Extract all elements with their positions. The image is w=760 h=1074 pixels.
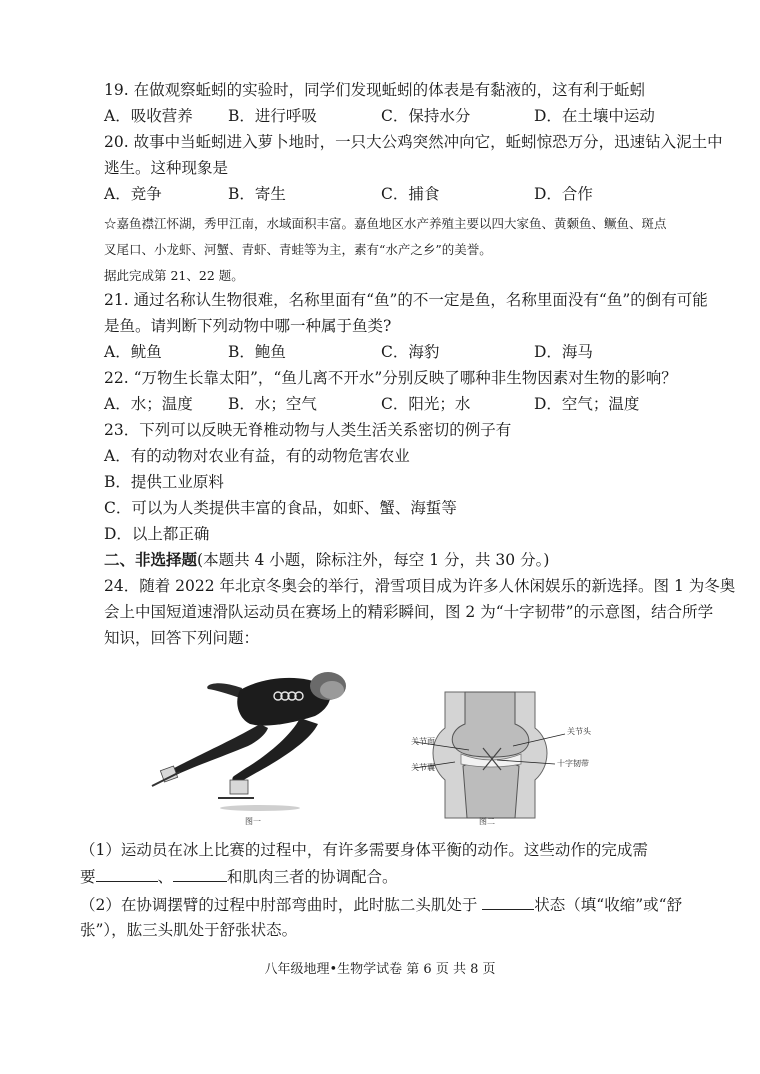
question-23-option-a: A．有的动物对农业有益，有的动物危害农业 [104,447,410,465]
question-23-option-b: B．提供工业原料 [104,473,224,491]
question-19-option-b: B．进行呼吸 [228,107,317,125]
question-22-option-a: A．水；温度 [104,395,193,413]
question-22-option-c: C．阳光；水 [381,395,471,413]
question-24-sub1-pre: 要 [80,868,96,886]
answer-blank-2[interactable] [173,866,227,882]
figure-2-knee-joint-diagram [405,688,610,828]
question-20-stem-line2: 逃生。这种现象是 [104,159,229,177]
question-19-option-a: A．吸收营养 [104,107,193,125]
figure-1-caption: 图一 [245,817,261,826]
question-20-option-a: A．竞争 [104,185,162,203]
question-24-sub2-pre: （2）在协调摆臂的过程中肘部弯曲时，此时肱二头肌处于 [80,896,483,914]
question-21-option-d: D．海马 [534,343,593,361]
question-24-sub1-line2 [80,866,398,887]
question-19-stem: 19. 在做观察蚯蚓的实验时，同学们发现蚯蚓的体表是有黏液的，这有利于蚯蚓 [104,81,646,99]
answer-blank-1[interactable] [96,866,158,882]
question-24-sub1-sep: 、 [157,868,174,886]
question-22-option-b: B．水；空气 [228,395,317,413]
label-joint-head: 关节头 [567,727,591,736]
material-line3: 据此完成第 21、22 题。 [104,268,244,283]
question-20-stem-line1: 20. 故事中当蚯蚓进入萝卜地时，一只大公鸡突然冲向它，蚯蚓惊恐万分，迅速钻入泥土中 [104,133,723,151]
question-23-stem: 23．下列可以反映无脊椎动物与人类生活关系密切的例子有 [104,421,512,439]
material-line1: ☆嘉鱼襟江怀湖，秀甲江南，水域面积丰富。嘉鱼地区水产养殖主要以四大家鱼、黄颡鱼、鳜鱼、斑点 [104,216,667,231]
question-24-sub2-line2: 张”），肱三头肌处于舒张状态。 [80,921,298,939]
question-21-stem-line2: 是鱼。请判断下列动物中哪一种属于鱼类? [104,317,392,335]
question-24-sub1-line1: （1）运动员在冰上比赛的过程中，有许多需要身体平衡的动作。这些动作的完成需 [80,841,648,859]
section-2-note: (本题共 4 小题，除标注外，每空 1 分，共 30 分。) [197,551,550,569]
question-21-stem-line1: 21. 通过名称认生物很难，名称里面有“鱼”的不一定是鱼，名称里面没有“鱼”的倒有可能 [104,291,708,309]
question-24-stem-line2: 会上中国短道速滑队运动员在赛场上的精彩瞬间，图 2 为“十字韧带”的示意图，结合所学 [104,603,714,621]
question-19-option-c: C．保持水分 [381,107,471,125]
section-2-heading [104,550,549,570]
label-cruciate-ligament: 十字韧带 [557,759,589,768]
question-20-option-b: B．寄生 [228,185,286,203]
label-joint-capsule: 关节囊 [411,763,435,772]
answer-blank-3[interactable] [482,894,534,910]
question-23-option-c: C．可以为人类提供丰富的食品，如虾、蟹、海蜇等 [104,499,457,517]
question-21-option-b: B．鲍鱼 [228,343,286,361]
material-line2: 叉尾口、小龙虾、河蟹、青虾、青蛙等为主，素有“水产之乡”的美誉。 [104,242,492,257]
speed-skater-image [150,668,360,828]
question-24-stem-line3: 知识，回答下列问题： [104,629,260,647]
question-24-sub1-post: 和肌肉三者的协调配合。 [227,868,398,886]
question-24-sub2-line1 [80,894,682,915]
question-19-option-d: D．在土壤中运动 [534,107,655,125]
question-22-option-d: D．空气；温度 [534,395,640,413]
question-24-stem-line1: 24．随着 2022 年北京冬奥会的举行，滑雪项目成为许多人休闲娱乐的新选择。图 1 为冬奥 [104,577,736,595]
label-articular-surface: 关节面 [411,737,435,746]
question-20-option-d: D．合作 [534,185,593,203]
question-22-stem: 22. “万物生长靠太阳”，“鱼儿离不开水”分别反映了哪种非生物因素对生物的影响？ [104,369,677,387]
question-23-option-d: D．以上都正确 [104,525,210,543]
figure-2-caption: 图二 [479,817,495,826]
question-21-option-a: A．鱿鱼 [104,343,162,361]
page-footer: 八年级地理•生物学试卷 第 6 页 共 8 页 [264,962,496,977]
question-24-sub2-post: 状态（填“收缩”或“舒 [534,896,683,914]
figure-1-speed-skater [150,668,360,828]
section-2-title: 二、非选择题 [104,550,198,569]
question-20-option-c: C．捕食 [381,185,440,203]
question-21-option-c: C．海豹 [381,343,440,361]
